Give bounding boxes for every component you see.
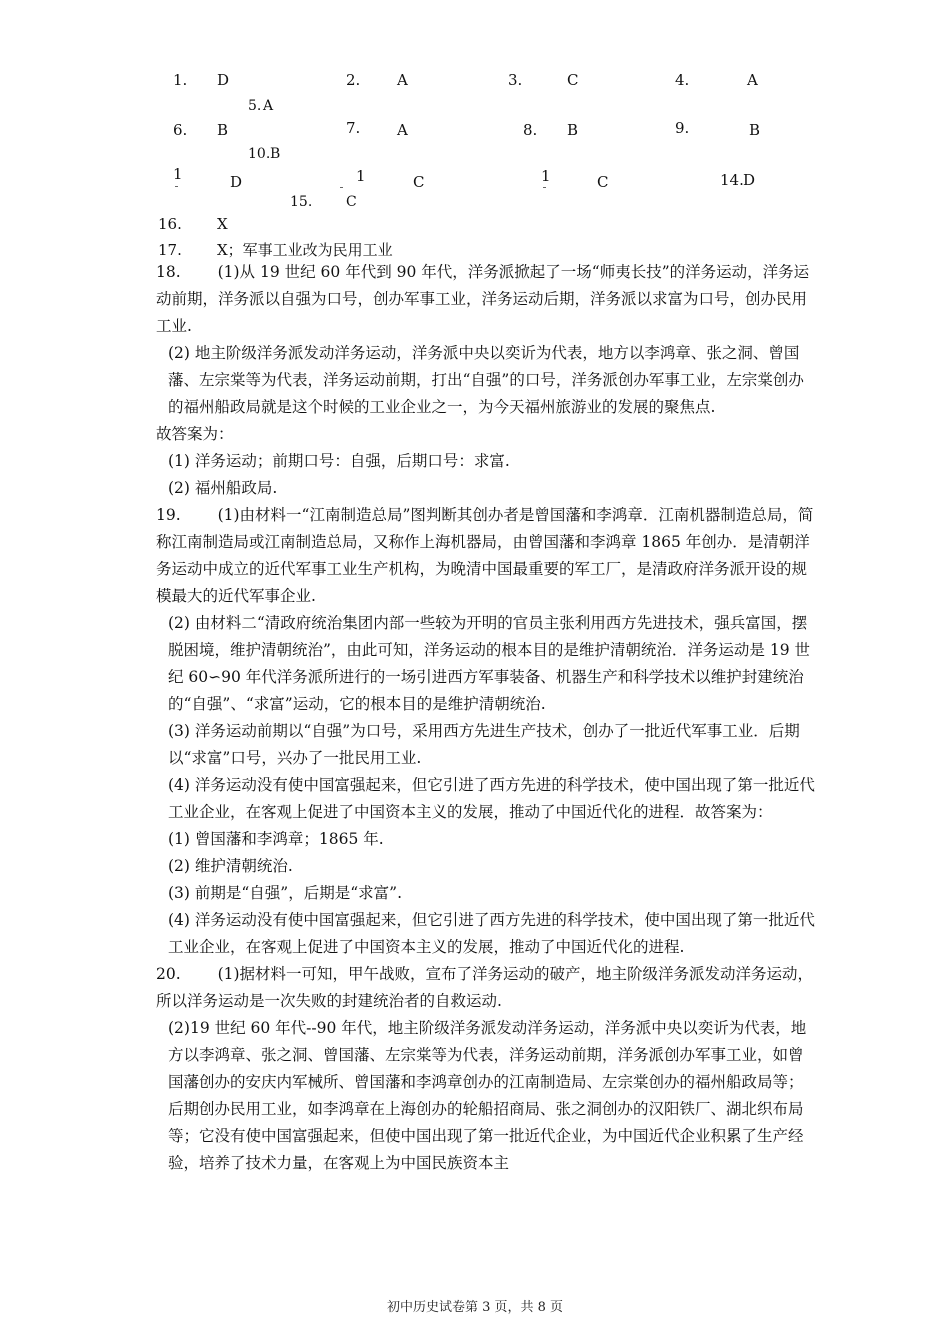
mc-answer: C (413, 173, 425, 191)
question-number: 18. (156, 263, 181, 281)
mc-answer: B (749, 121, 761, 139)
mc-answer: C (597, 173, 609, 191)
mc-answer: D (217, 71, 230, 89)
mc-answer: A (747, 71, 758, 89)
paragraph: (1)从 19 世纪 60 年代到 90 年代，洋务派掀起了一场“师夷长技”的洋务运动，洋务运动前期，洋务派以自强为口号，创办军事工业，洋务运动后期，洋务派以求富为口号，创办民用工业. (156, 263, 810, 335)
mc-number: 4. (675, 71, 690, 89)
answer-body (156, 259, 816, 1177)
paragraph: (4) 洋务运动没有使中国富强起来，但它引进了西方先进的科学技术，使中国出现了第一批近代工业企业，在客观上促进了中国资本主义的发展，推动了中国近代化的进程．故答案为： (168, 776, 815, 821)
mc-number: 8. (523, 121, 538, 139)
mc-number: 15. (290, 194, 313, 210)
mc-number: 9. (675, 119, 690, 137)
cut-mark (543, 187, 546, 188)
question-number: 17. (158, 241, 182, 259)
question-number: 20. (156, 965, 181, 983)
mc-answer: B (217, 121, 229, 139)
mc-number: 1 (541, 167, 551, 185)
mc-answer: A (397, 121, 408, 139)
mc-answer: B (567, 121, 579, 139)
mc-answer: C (346, 194, 357, 210)
mc-number: 5. (248, 98, 262, 114)
cut-mark (175, 186, 178, 187)
mc-number: 14. (720, 171, 744, 189)
question-number: 16. (158, 215, 182, 233)
paragraph: (2) 福州船政局. (168, 479, 278, 497)
paragraph: (2)19 世纪 60 年代--90 年代，地主阶级洋务派发动洋务运动，洋务派中央以奕䜣为代表，地方以李鸿章、张之洞、曾国藩、左宗棠等为代表，洋务运动前期，洋务派创办军事工业，如曾国藩创办的安庆内军械所、曾国藩和李鸿章创办的江南制造局、左宗棠创办的福州船政局等；后期创办民用工业，如李鸿章在上海创办的轮船招商局、张之洞创办的汉阳铁厂、湖北织布局等；它没有使中国富强起来，但使中国出现了第一批近代企业，为中国近代企业积累了生产经验，培养了技术力量，在客观上为中国民族资本主 (168, 1019, 807, 1172)
answer-20-part1 (156, 961, 816, 1015)
mc-number: 1. (173, 71, 188, 89)
paragraph: (1)由材料一“江南制造总局”图判断其创办者是曾国藩和李鸿章．江南机器制造总局，简称江南制造局或江南制造总局，又称作上海机器局，由曾国藩和李鸿章 1865 年创办．是清朝洋务运动中成立的近代军事工业生产机构，为晚清中国最重要的军工厂，是清政府洋务派开设的规模最大的近代军事企业. (156, 506, 814, 605)
paragraph: (2) 由材料二“清政府统治集团内部一些较为开明的官员主张利用西方先进技术，强兵富国，摆脱困境，维护清朝统治”，由此可知，洋务运动的根本目的是维护清朝统治．洋务运动是 19 世纪 60∽90 年代洋务派所进行的一场引进西方军事装备、机器生产和科学技术以维护封建统治的“自强”、“求富”运动，它的根本目的是维护清朝统治. (168, 614, 811, 713)
mc-number: 6. (173, 121, 188, 139)
mc-number: 3. (508, 71, 523, 89)
paragraph: 故答案为： (156, 425, 234, 443)
answer-18-part1 (156, 259, 816, 340)
paragraph: (2) 维护清朝统治. (168, 857, 293, 875)
paragraph: (3) 洋务运动前期以“自强”为口号，采用西方先进生产技术，创办了一批近代军事工业．后期以“求富”口号，兴办了一批民用工业. (168, 722, 800, 767)
mc-number: 2. (346, 71, 361, 89)
mc-answer: C (567, 71, 579, 89)
paragraph: (1) 洋务运动；前期口号：自强，后期口号：求富. (168, 452, 510, 470)
paragraph: (1)据材料一可知，甲午战败，宣布了洋务运动的破产，地主阶级洋务派发动洋务运动，所以洋务运动是一次失败的封建统治者的自救运动. (156, 965, 814, 1010)
question-number: 19. (156, 506, 181, 524)
paragraph: (4) 洋务运动没有使中国富强起来，但它引进了西方先进的科学技术，使中国出现了第一批近代工业企业，在客观上促进了中国资本主义的发展，推动了中国近代化的进程. (168, 911, 815, 956)
mc-answer: D (230, 173, 243, 191)
mc-number: 1 (356, 167, 366, 185)
answer-text: X；军事工业改为民用工业 (217, 241, 393, 259)
mc-number: 10. (248, 146, 271, 162)
mc-answer: B (270, 146, 281, 162)
answer-19-part1 (156, 502, 816, 610)
paragraph: (3) 前期是“自强”，后期是“求富”. (168, 884, 403, 902)
cut-mark (340, 187, 343, 188)
mc-answer: D (743, 171, 756, 189)
mc-answer: A (263, 98, 274, 114)
paragraph: (2) 地主阶级洋务派发动洋务运动，洋务派中央以奕䜣为代表，地方以李鸿章、张之洞、曾国藩、左宗棠等为代表，洋务运动前期，打出“自强”的口号，洋务派创办军事工业，左宗棠创办的福州船政局就是这个时候的工业企业之一，为今天福州旅游业的发展的聚焦点. (168, 344, 804, 416)
page-footer: 初中历史试卷第 3 页，共 8 页 (386, 1300, 564, 1315)
mc-number: 7. (346, 119, 361, 137)
answer-text: X (217, 215, 228, 233)
paragraph: (1) 曾国藩和李鸿章；1865 年. (168, 830, 384, 848)
mc-answer: A (397, 71, 408, 89)
mc-number: 1 (173, 165, 183, 183)
